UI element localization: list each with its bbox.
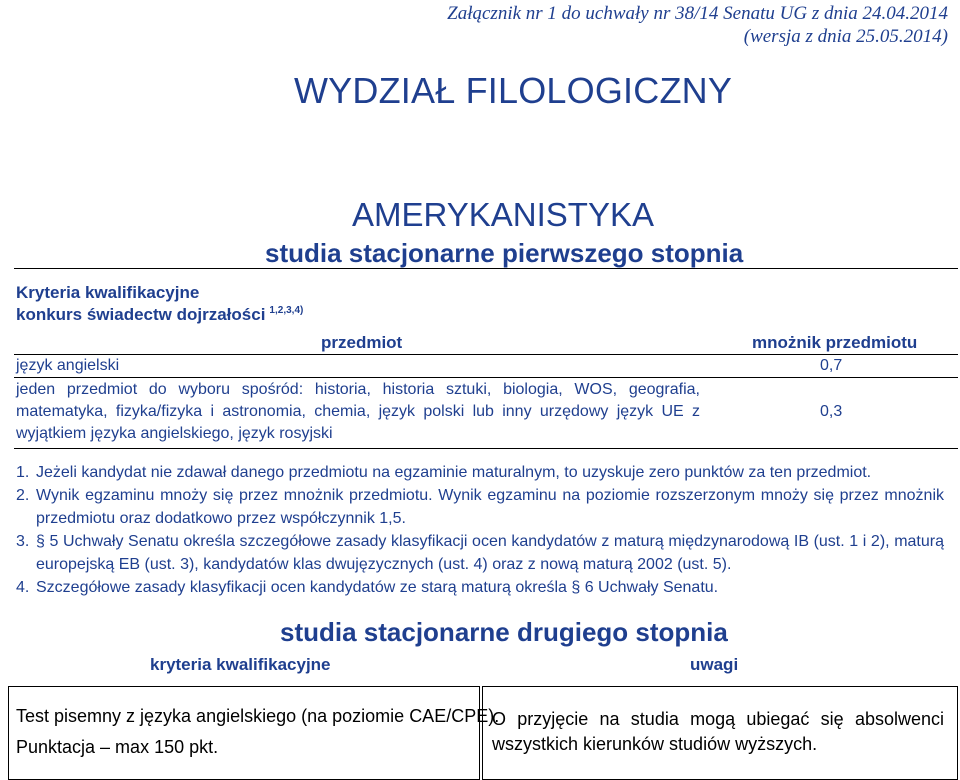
- multiplier-cell: 0,3: [820, 403, 843, 420]
- footnote-text: Szczegółowe zasady klasyfikacji ocen kandydatów ze starą maturą określa § 6 Uchwały Senatu.: [36, 579, 719, 596]
- subject-cell: język angielski: [16, 357, 120, 374]
- footnotes-list: [16, 461, 944, 599]
- footnote-item: [16, 576, 944, 599]
- footnote-number: 1.: [16, 464, 30, 481]
- table-rule: [14, 377, 958, 378]
- footnote-item: [16, 484, 944, 530]
- contest-text: konkurs świadectw dojrzałości: [16, 305, 266, 324]
- footnote-number: 3.: [16, 533, 30, 550]
- divider: [14, 268, 958, 269]
- attachment-line: Załącznik nr 1 do uchwały nr 38/14 Senatu UG z dnia 24.04.2014: [447, 3, 948, 24]
- footnote-text: § 5 Uchwały Senatu określa szczegółowe zasady klasyfikacji ocen kandydatów z maturą międzynarodową IB (ust. 1 i 2), maturą europejską EB (ust. 3), kandydatów klas dwujęzycznych (ust. 4) oraz z nową maturą 2002 (ust. 5).: [36, 533, 944, 573]
- footnote-item: [16, 530, 944, 576]
- footnote-number: 2.: [16, 487, 30, 504]
- footnote-item: [16, 461, 944, 484]
- footnote-text: Jeżeli kandydat nie zdawał danego przedmiotu na egzaminie maturalnym, to uzyskuje zero punktów za ten przedmiot.: [36, 464, 872, 481]
- col-subject-header: przedmiot: [321, 333, 403, 352]
- major-title: AMERYKANISTYKA: [352, 196, 654, 233]
- criteria-line: Test pisemny z języka angielskiego (na poziomie CAE/CPE).: [16, 706, 500, 726]
- contest-label: [16, 305, 303, 325]
- criteria-box: [8, 686, 480, 780]
- remarks-text: O przyjęcie na studia mogą ubiegać się absolwenci wszystkich kierunków studiów wyższych.: [492, 709, 944, 754]
- attachment-annotation: [447, 2, 948, 48]
- col-criteria-header: kryteria kwalifikacyjne: [150, 655, 331, 674]
- version-line: (wersja z dnia 25.05.2014): [743, 26, 948, 47]
- points-line: Punktacja – max 150 pkt.: [16, 737, 219, 757]
- faculty-title: WYDZIAŁ FILOLOGICZNY: [294, 70, 733, 111]
- contest-footnotes: 1,2,3,4): [269, 305, 304, 317]
- col-multiplier-header: mnożnik przedmiotu: [752, 333, 918, 352]
- footnote-number: 4.: [16, 579, 30, 596]
- multiplier-cell: 0,7: [820, 357, 843, 374]
- subject-cell: jeden przedmiot do wyboru spośród: historia, historia sztuki, biologia, WOS, geografia, matematyka, fizyka/fizyka i astronomia, chemia, język polski lub inny urzędowy język UE z wyjątkiem języka angielskiego, język rosyjski: [16, 381, 700, 442]
- col-remarks-header: uwagi: [690, 655, 739, 674]
- second-cycle-mode: studia stacjonarne drugiego stopnia: [280, 617, 728, 647]
- criteria-title: Kryteria kwalifikacyjne: [16, 283, 200, 302]
- table-rule: [14, 354, 958, 355]
- first-cycle-mode: studia stacjonarne pierwszego stopnia: [265, 238, 744, 268]
- footnote-text: Wynik egzaminu mnoży się przez mnożnik przedmiotu. Wynik egzaminu na poziomie rozszerzonym mnoży się przez mnożnik przedmiotu oraz dodatkowo przez współczynnik 1,5.: [36, 487, 944, 527]
- table-rule: [14, 448, 958, 449]
